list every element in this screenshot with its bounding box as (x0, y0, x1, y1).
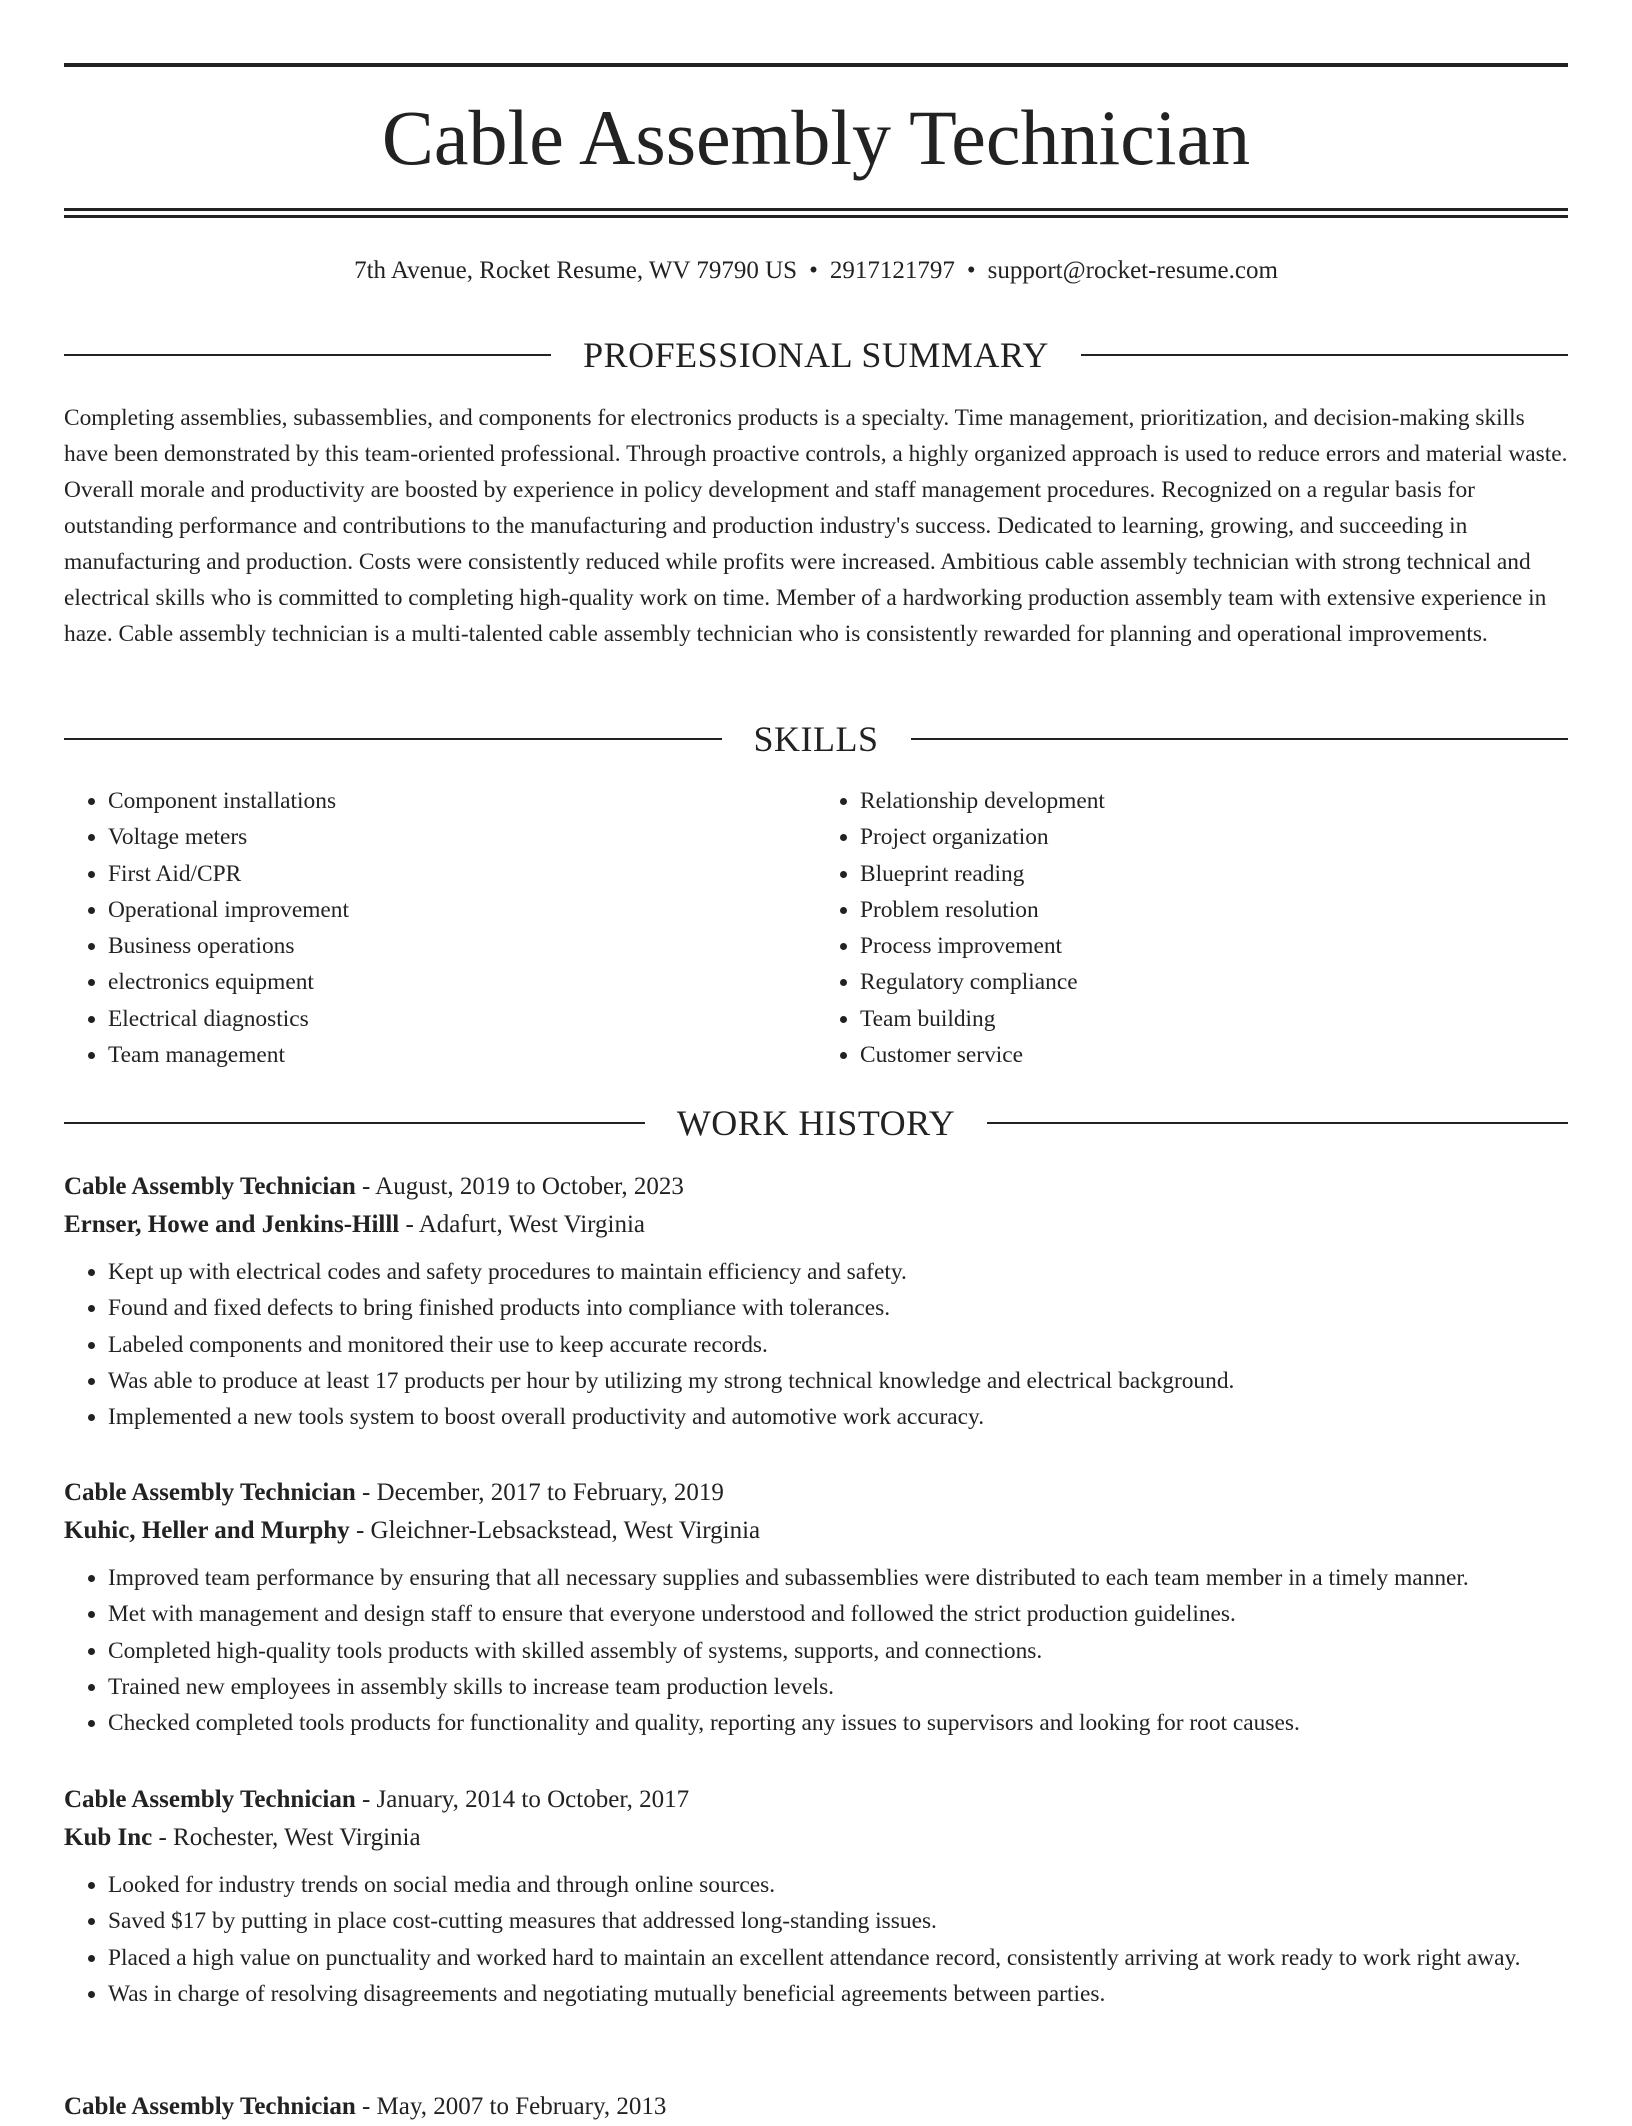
job-bullet: • Was able to produce at least 17 products per hour by utilizing my strong technical knowledge and electrical background. (108, 1363, 1568, 1399)
job-title-line (64, 1474, 1568, 1512)
job-dates: - May, 2007 to February, 2013 (355, 2093, 667, 2120)
job-bullet: • Implemented a new tools system to boost overall productivity and automotive work accuracy. (108, 1399, 1568, 1435)
contact-phone: 2917121797 (829, 257, 955, 284)
job-bullet: • Labeled components and monitored their use to keep accurate records. (108, 1327, 1568, 1363)
job-title: Cable Assembly Technician (64, 1173, 356, 1200)
job-entry (64, 1474, 1568, 1741)
job-company: Ernser, Howe and Jenkins-Hilll (64, 1211, 400, 1238)
skill-item: • Electrical diagnostics (108, 1001, 816, 1037)
summary-heading: PROFESSIONAL SUMMARY (583, 335, 1049, 375)
job-bullet: • Placed a high value on punctuality and worked hard to maintain an excellent attendance record, consistently arriving at work ready to work right away. (108, 1940, 1568, 1976)
skills-list-right (816, 783, 1568, 1073)
job-bullet: • Met with management and design staff to ensure that everyone understood and followed the strict production guidelines. (108, 1596, 1568, 1632)
summary-section-header (64, 333, 1568, 377)
contact-line (64, 254, 1568, 288)
section-divider (64, 738, 722, 740)
job-entry (64, 1168, 1568, 1435)
job-dates: - August, 2019 to October, 2023 (355, 1173, 684, 1200)
job-bullets (64, 1867, 1568, 2012)
job-dates: - January, 2014 to October, 2017 (355, 1786, 690, 1813)
skills-columns (64, 783, 1568, 1073)
job-dates: - December, 2017 to February, 2019 (355, 1479, 724, 1506)
job-bullet: • Saved $17 by putting in place cost-cutting measures that addressed long-standing issues. (108, 1903, 1568, 1939)
job-title: Cable Assembly Technician (64, 1786, 356, 1813)
skill-item: • Voltage meters (108, 819, 816, 855)
job-company: Kuhic, Heller and Murphy (64, 1517, 350, 1544)
job-location: - Gleichner-Lebsackstead, West Virginia (349, 1517, 761, 1544)
job-bullet: • Trained new employees in assembly skills to increase team production levels. (108, 1669, 1568, 1705)
skill-item: • Project organization (860, 819, 1568, 855)
skills-heading: SKILLS (753, 719, 879, 759)
skill-item: • First Aid/CPR (108, 856, 816, 892)
contact-separator: • (809, 257, 818, 284)
job-title: Cable Assembly Technician (64, 2093, 356, 2120)
job-bullet: • Was in charge of resolving disagreements and negotiating mutually beneficial agreements between parties. (108, 1976, 1568, 2012)
contact-email: support@rocket-resume.com (987, 257, 1278, 284)
skill-item: • Business operations (108, 928, 816, 964)
job-location: - Adafurt, West Virginia (399, 1211, 646, 1238)
job-company-line (64, 1819, 1568, 1857)
header-top-rule (64, 63, 1568, 67)
section-divider (911, 738, 1569, 740)
job-company-line (64, 1206, 1568, 1244)
section-divider (64, 1122, 645, 1124)
job-title: Cable Assembly Technician (64, 1479, 356, 1506)
job-bullet: • Kept up with electrical codes and safety procedures to maintain efficiency and safety. (108, 1254, 1568, 1290)
header-double-rule (64, 208, 1568, 218)
section-divider (987, 1122, 1568, 1124)
job-title-line (64, 1781, 1568, 1819)
job-bullet: • Completed high-quality tools products with skilled assembly of systems, supports, and connections. (108, 1633, 1568, 1669)
skill-item: • Customer service (860, 1037, 1568, 1073)
skill-item: • Team building (860, 1001, 1568, 1037)
skill-item: • Relationship development (860, 783, 1568, 819)
skill-item: • Problem resolution (860, 892, 1568, 928)
contact-address: 7th Avenue, Rocket Resume, WV 79790 US (354, 257, 798, 284)
work-heading: WORK HISTORY (676, 1103, 956, 1143)
job-bullets (64, 1560, 1568, 1741)
job-entry (64, 2088, 1568, 2126)
section-divider (64, 354, 551, 356)
job-bullet: • Found and fixed defects to bring finished products into compliance with tolerances. (108, 1290, 1568, 1326)
skills-list-left (64, 783, 816, 1073)
skill-item: • Process improvement (860, 928, 1568, 964)
summary-text: Completing assemblies, subassemblies, and components for electronics products is a specialty. Time management, prioritization, and decision-making skills have been demonstrated by this team-oriented professional. Through proactive controls, a highly organized approach is used to reduce errors and material waste. Overall morale and productivity are boosted by experience in policy development and staff management procedures. Recognized on a regular basis for outstanding performance and contributions to the manufacturing and production industry's success. Dedicated to learning, growing, and succeeding in manufacturing and production. Costs were consistently reduced while profits were increased. Ambitious cable assembly technician with strong technical and electrical skills who is committed to completing high-quality work on time. Member of a hardworking production assembly team with extensive experience in haze. Cable assembly technician is a multi-talented cable assembly technician who is consistently rewarded for planning and operational improvements. (64, 405, 1568, 647)
skill-item: • Regulatory compliance (860, 964, 1568, 1000)
job-bullets (64, 1254, 1568, 1435)
skill-item: • electronics equipment (108, 964, 816, 1000)
skill-item: • Operational improvement (108, 892, 816, 928)
contact-separator: • (966, 257, 976, 284)
job-bullet: • Improved team performance by ensuring that all necessary supplies and subassemblies were distributed to each team member in a timely manner. (108, 1560, 1568, 1596)
job-title-line (64, 2088, 1568, 2126)
job-bullet: • Looked for industry trends on social media and through online sources. (108, 1867, 1568, 1903)
resume-name: Cable Assembly Technician (381, 94, 1251, 181)
section-divider (1081, 354, 1568, 356)
job-company-line (64, 1512, 1568, 1550)
skill-item: • Team management (108, 1037, 816, 1073)
job-location: - Rochester, West Virginia (152, 1824, 421, 1851)
job-entry (64, 1781, 1568, 2012)
skill-item: • Component installations (108, 783, 816, 819)
job-bullet: • Checked completed tools products for functionality and quality, reporting any issues to supervisors and looking for root causes. (108, 1705, 1568, 1741)
job-company: Kub Inc (64, 1824, 153, 1851)
skills-section-header (64, 717, 1568, 761)
skill-item: • Blueprint reading (860, 856, 1568, 892)
work-section-header (64, 1101, 1568, 1145)
job-title-line (64, 1168, 1568, 1206)
